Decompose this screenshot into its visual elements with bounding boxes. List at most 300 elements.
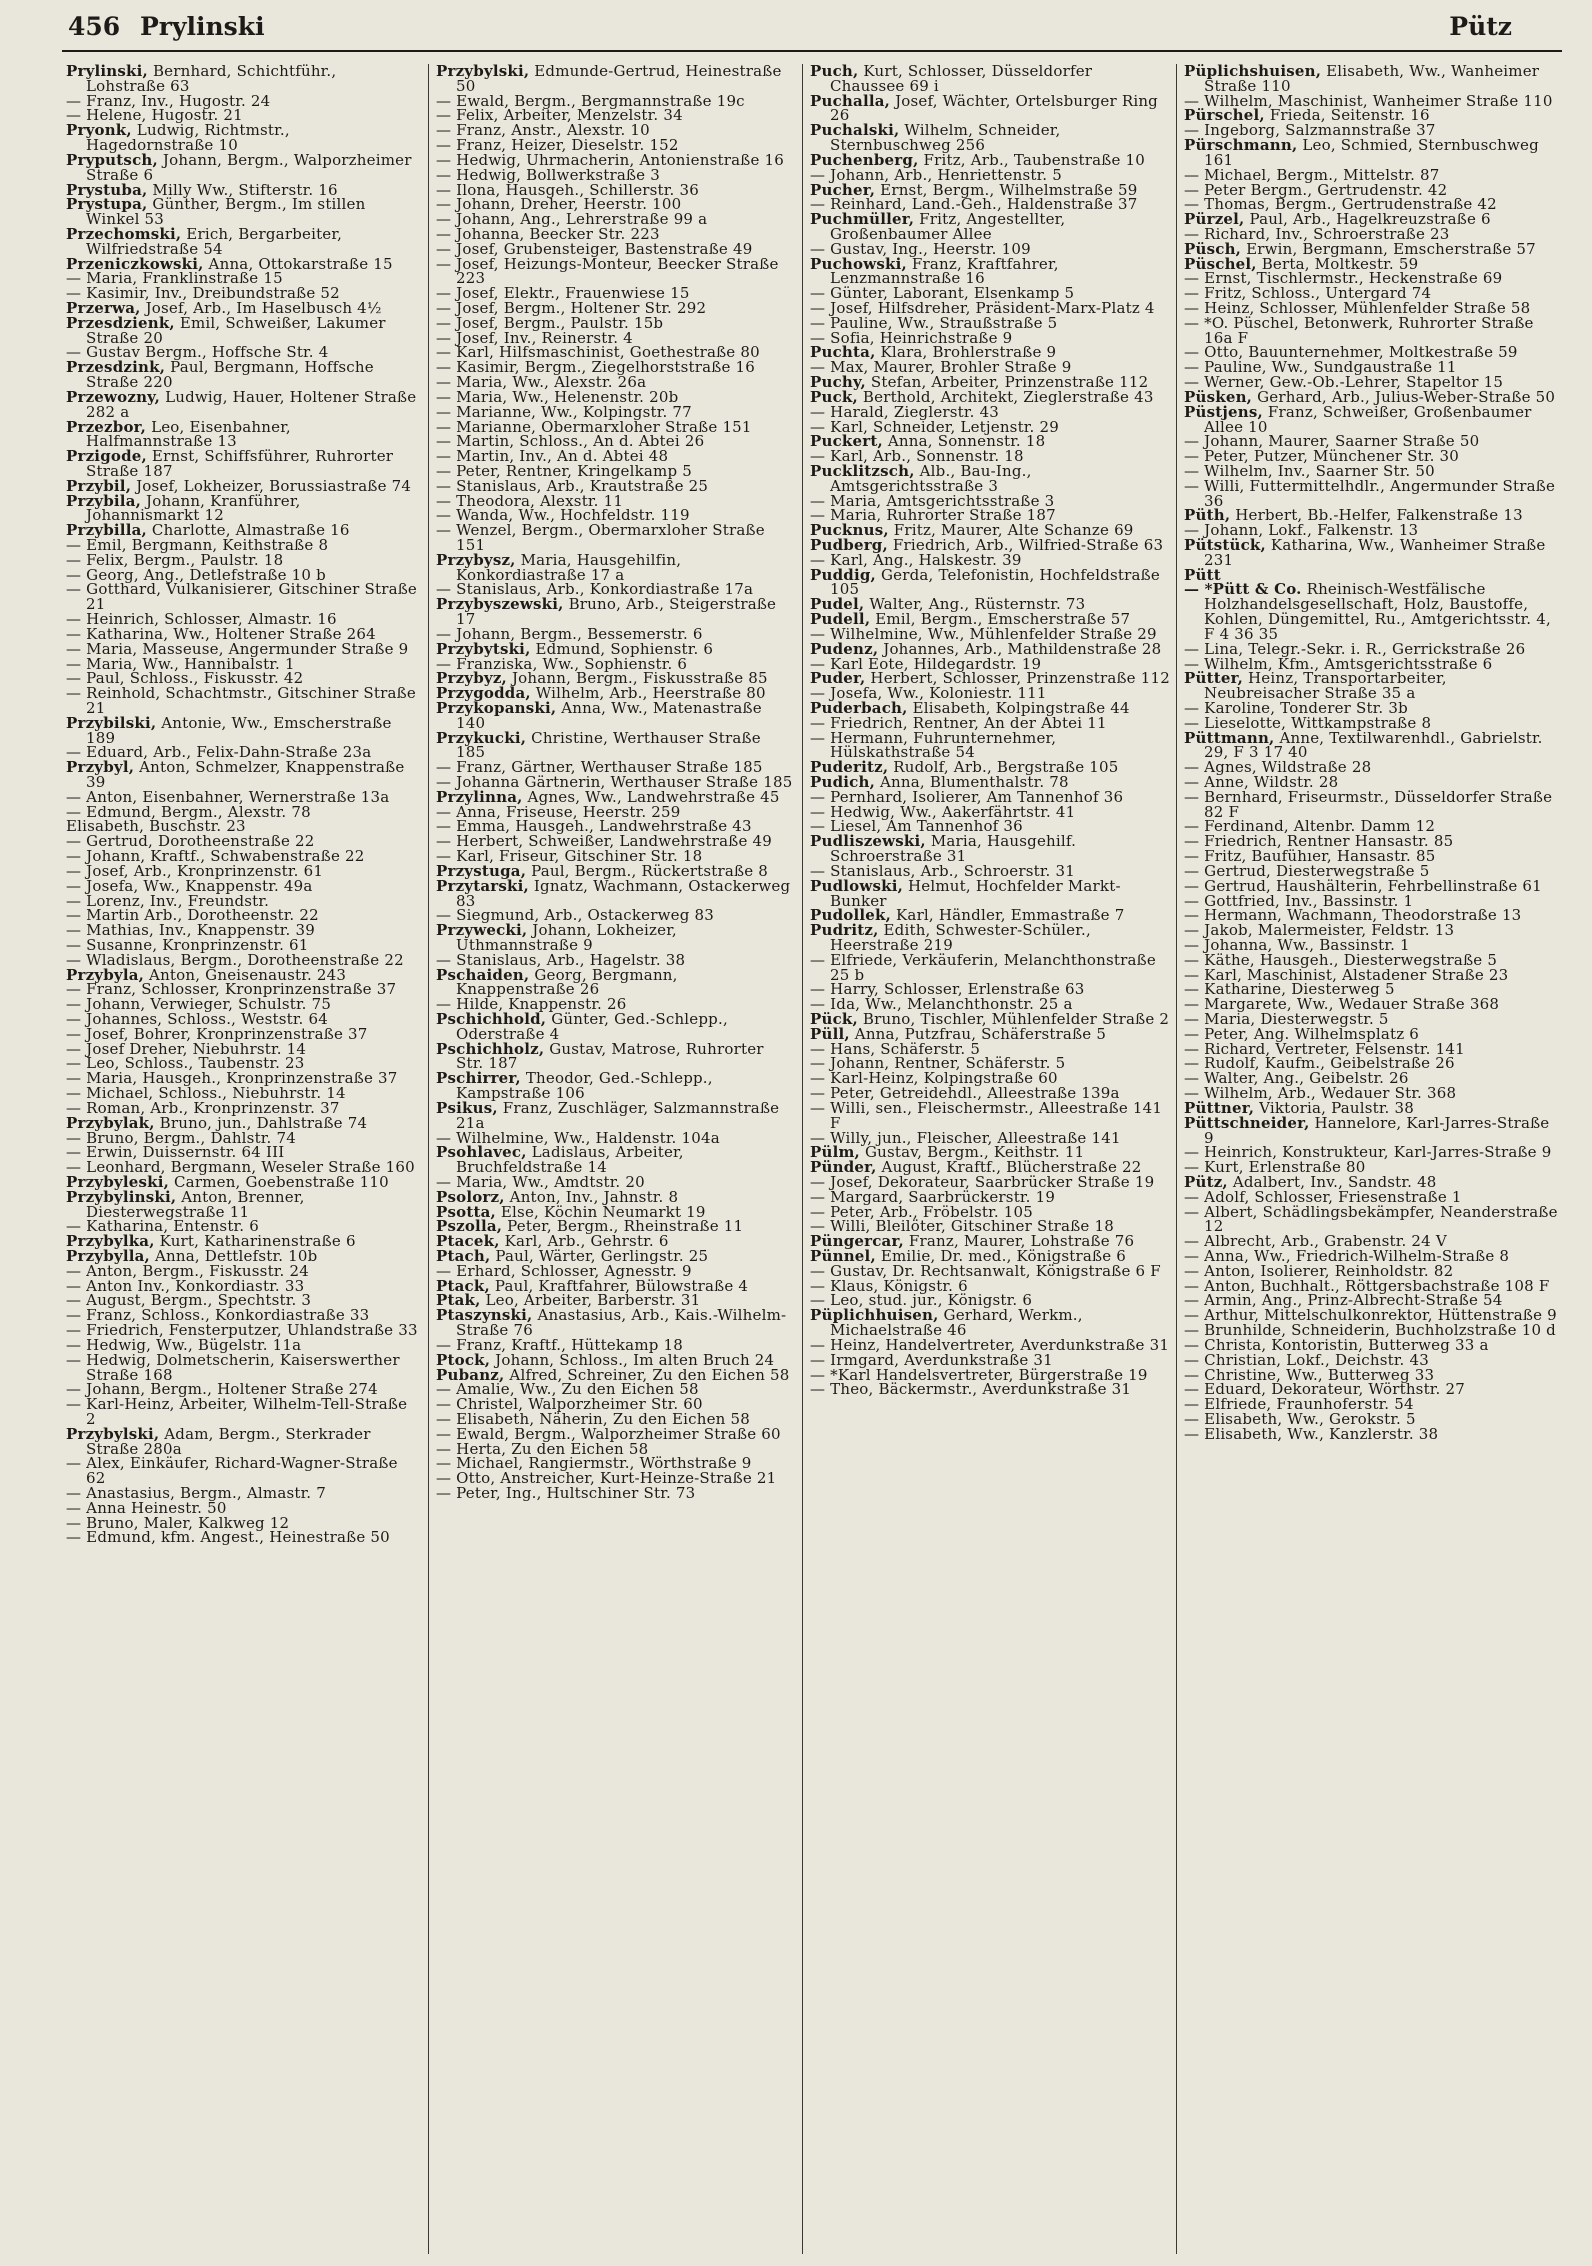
entry-surname: Przystuga,	[436, 861, 527, 880]
directory-entry	[436, 1308, 794, 1338]
entry-details: Else, Köchin Neumarkt 19	[500, 1202, 706, 1221]
directory-entry	[436, 1071, 794, 1101]
entry-details: Ignatz, Wachmann, Ostackerweg 83	[456, 876, 791, 910]
directory-entry	[810, 461, 1170, 495]
entry-details: — Willi, sen., Fleischermstr., Alleestraße 141 F	[810, 1098, 1163, 1132]
last-entry-word: Pütz	[1449, 12, 1512, 41]
entry-surname: Püttschneider,	[1184, 1113, 1310, 1132]
entry-surname: Psotta,	[436, 1202, 496, 1221]
entry-details: Maria, Hausgehilf. Schroerstraße 31	[830, 832, 1077, 866]
entry-details: — Gustav Bergm., Hoffsche Str. 4	[66, 343, 329, 362]
entry-details: Ernst, Schiffsführer, Ruhrorter Straße 187	[86, 447, 394, 480]
entry-details: — Eduard, Arb., Felix-Dahn-Straße 23a	[66, 743, 372, 762]
entry-details: — Kasimir, Inv., Dreibundstraße 52	[66, 284, 340, 303]
entry-surname: Pudliszewski,	[810, 832, 926, 851]
entry-details: Josef, Arb., Im Haselbusch 4½	[145, 299, 382, 317]
entry-details: — Heinz, Schlosser, Mühlenfelder Straße 58	[1184, 299, 1531, 317]
entry-details: — Anton Inv., Konkordiastr. 33	[66, 1276, 305, 1295]
entry-details: — Franziska, Ww., Sophienstr. 6	[436, 654, 688, 673]
entry-details: — Gotthard, Vulkanisierer, Gitschiner Straße 21	[66, 580, 418, 614]
entry-details: — Sofia, Heinrichstraße 9	[810, 328, 1013, 347]
entry-details: — Josef, Bohrer, Kronprinzenstraße 37	[66, 1024, 368, 1043]
directory-entry	[1184, 138, 1558, 168]
entry-details: — Ilona, Hausgeh., Schillerstr. 36	[436, 180, 699, 199]
entry-details: Berthold, Architekt, Zieglerstraße 43	[862, 387, 1154, 406]
entry-details: — Johann, Rentner, Schäferstr. 5	[810, 1054, 1066, 1073]
entry-surname: Püschel,	[1184, 254, 1257, 273]
entry-surname: Pütt	[1184, 565, 1221, 584]
entry-details: Stefan, Arbeiter, Prinzenstraße 112	[870, 373, 1149, 392]
entry-surname: Pryputsch,	[66, 150, 158, 169]
entry-details: Anna, Blumenthalstr. 78	[880, 773, 1069, 791]
entry-details: Wilhelm, Arb., Heerstraße 80	[535, 684, 766, 703]
entry-details: — Friedrich, Rentner Hansastr. 85	[1184, 832, 1454, 851]
entry-surname: Puckert,	[810, 432, 883, 451]
entry-details: — Johann, Dreher, Heerstr. 100	[436, 195, 682, 214]
entry-details: Rudolf, Arb., Bergstraße 105	[893, 758, 1119, 777]
entry-details: — Emma, Hausgeh., Landwehrstraße 43	[436, 817, 752, 836]
entry-surname: Przybyla,	[66, 965, 145, 984]
directory-entry	[436, 728, 794, 762]
entry-details: Helmut, Hochfelder Markt-Bunker	[830, 876, 1121, 910]
entry-details: Viktoria, Paulstr. 38	[1259, 1098, 1414, 1117]
entry-details: Kurt, Katharinenstraße 6	[159, 1232, 356, 1251]
directory-entry	[66, 713, 418, 747]
entry-details: — Ingeborg, Salzmannstraße 37	[1184, 121, 1436, 140]
entry-details: Agnes, Ww., Landwehrstraße 45	[527, 787, 780, 806]
entry-details: Christine, Werthauser Straße 185	[456, 728, 761, 762]
entry-details: Johannes, Arb., Mathildenstraße 28	[883, 639, 1162, 658]
entry-surname: Pürschel,	[1184, 106, 1265, 125]
entry-surname: Przytarski,	[436, 876, 529, 895]
directory-entry	[66, 1397, 418, 1427]
entry-details: — Fritz, Baufühıer, Hansastr. 85	[1184, 847, 1436, 866]
directory-entry	[436, 64, 794, 94]
entry-details: — Elfriede, Fraunhoferstr. 54	[1184, 1395, 1414, 1414]
directory-entry	[1184, 313, 1558, 347]
entry-details: Anna, Ww., Matenastraße 140	[456, 698, 762, 732]
entry-details: — Werner, Gew.-Ob.-Lehrer, Stapeltor 15	[1184, 373, 1504, 392]
entry-details: Adalbert, Inv., Sandstr. 48	[1232, 1172, 1437, 1191]
entry-surname: Puderitz,	[810, 758, 889, 777]
entry-details: — Lieselotte, Wittkampstraße 8	[1184, 713, 1432, 732]
entry-details: Milly Ww., Stifterstr. 16	[152, 180, 338, 199]
entry-details: — Albrecht, Arb., Grabenstr. 24 V	[1184, 1232, 1447, 1251]
entry-surname: Przewozny,	[66, 387, 161, 406]
directory-entry	[436, 876, 794, 910]
directory-entry	[1184, 728, 1558, 762]
entry-details: — Reinhard, Land.-Geh., Haldenstraße 37	[810, 195, 1138, 214]
entry-details: Edmund, Sophienstr. 6	[535, 639, 714, 658]
entry-surname: Pucklitzsch,	[810, 461, 915, 480]
entry-details: — Josef, Dekorateur, Saarbrücker Straße 19	[810, 1172, 1155, 1191]
entry-surname: Puch,	[810, 64, 859, 80]
entry-surname: Pschirrer,	[436, 1069, 521, 1088]
entry-details: Elisabeth, Ww., Wanheimer Straße 110	[1204, 64, 1540, 95]
entry-details: Karl, Händler, Emmastraße 7	[896, 906, 1125, 925]
entry-details: — Michael, Rangiermstr., Wörthstraße 9	[436, 1454, 752, 1473]
entry-details: Gustav, Matrose, Ruhrorter Str. 187	[456, 1039, 764, 1073]
entry-details: — Johanna, Beecker Str. 223	[436, 224, 660, 243]
entry-details: — Ferdinand, Altenbr. Damm 12	[1184, 817, 1436, 836]
column-divider	[802, 64, 803, 2254]
entry-surname: Pütz,	[1184, 1172, 1228, 1191]
entry-details: — Anna, Ww., Friedrich-Wilhelm-Straße 8	[1184, 1247, 1510, 1265]
entry-details: — Peter, Getreidehdl., Alleestraße 139a	[810, 1084, 1120, 1103]
entry-details: Elisabeth, Buschstr. 23	[66, 817, 246, 836]
entry-details: — Ida, Ww., Melanchthonstr. 25 a	[810, 995, 1073, 1014]
entry-details: — Susanne, Kronprinzenstr. 61	[66, 935, 309, 954]
entry-surname: Püplichshuisen,	[1184, 64, 1322, 80]
entry-details: Charlotte, Almastraße 16	[151, 521, 350, 540]
entry-details: — Maria, Amtsgerichtsstraße 3	[810, 491, 1055, 510]
entry-details: — Josef, Inv., Reinerstr. 4	[436, 328, 633, 347]
entry-details: — Josef Dreher, Niebuhrstr. 14	[66, 1039, 307, 1058]
entry-surname: Pucher,	[810, 180, 876, 199]
entry-details: — Karl, Friseur, Gitschiner Str. 18	[436, 847, 703, 866]
entry-details: — Peter, Arb., Fröbelstr. 105	[810, 1202, 1034, 1221]
entry-details: — Anton, Buchhalt., Röttgersbachstraße 108 F	[1184, 1276, 1550, 1295]
entry-details: — Günter, Laborant, Elsenkamp 5	[810, 284, 1075, 303]
entry-details: Anne, Textilwarenhdl., Gabrielstr. 29, F 3 17 40	[1204, 728, 1543, 762]
directory-entry	[66, 760, 418, 790]
entry-details: — Gertrud, Haushälterin, Fehrbellinstraße 61	[1184, 876, 1542, 895]
entry-details: — Liesel, Am Tannenhof 36	[810, 817, 1023, 836]
entry-surname: Przybyszewski,	[436, 595, 564, 614]
entry-details: — Christa, Kontoristin, Butterweg 33 a	[1184, 1335, 1489, 1354]
entry-surname: Pudberg,	[810, 536, 888, 554]
entry-details: — Hedwig, Dolmetscherin, Kaiserswerther Straße 168	[66, 1350, 400, 1384]
entry-details: — Peter, Rentner, Kringelkamp 5	[436, 461, 692, 480]
directory-entry	[66, 1187, 418, 1221]
entry-surname: Pryonk,	[66, 121, 132, 140]
entry-details: — Franz, Heizer, Dieselstr. 152	[436, 136, 679, 155]
entry-details: — Wenzel, Bergm., Obermarxloher Straße 151	[436, 521, 765, 554]
entry-details: — Otto, Anstreicher, Kurt-Heinze-Straße 21	[436, 1469, 777, 1488]
entry-details: — Edmund, Bergm., Alexstr. 78	[66, 802, 311, 821]
entry-details: — Elisabeth, Ww., Gerokstr. 5	[1184, 1409, 1416, 1428]
directory-entry	[66, 313, 418, 347]
entry-details: — Christine, Ww., Butterweg 33	[1184, 1365, 1435, 1384]
entry-surname: Przeniczkowski,	[66, 254, 204, 273]
entry-details: Gerhard, Werkm., Michaelstraße 46	[830, 1306, 1083, 1340]
entry-surname: Przybyl,	[66, 758, 135, 777]
entry-details: — Felix, Bergm., Paulstr. 18	[66, 550, 284, 569]
entry-surname: Pütstück,	[1184, 536, 1266, 554]
entry-surname: Przybilla,	[66, 521, 147, 540]
entry-details: Edmunde-Gertrud, Heinestraße 50	[456, 64, 782, 95]
entry-surname: Ptach,	[436, 1247, 491, 1265]
entry-details: — Herbert, Schweißer, Landwehrstraße 49	[436, 832, 773, 851]
entry-details: — Harald, Zieglerstr. 43	[810, 402, 1000, 421]
entry-details: — Bernhard, Friseurmstr., Düsseldorfer Straße 82 F	[1184, 787, 1553, 821]
entry-details: Maria, Hausgehilfin, Konkordiastraße 17 a	[456, 550, 682, 584]
entry-details: — Martin, Inv., An d. Abtei 48	[436, 447, 669, 466]
entry-surname: Pudenz,	[810, 639, 879, 658]
directory-entry	[810, 950, 1170, 984]
entry-details: Franz, Maurer, Lohstraße 76	[908, 1232, 1135, 1251]
directory-entry	[810, 923, 1170, 953]
entry-details: — Martin, Schloss., An d. Abtei 26	[436, 432, 705, 451]
entry-surname: Pünnel,	[810, 1247, 876, 1265]
entry-details: Anton, Inv., Jahnstr. 8	[509, 1187, 679, 1206]
entry-details: — Peter, Ing., Hultschiner Str. 73	[436, 1484, 696, 1502]
entry-details: Alfred, Schreiner, Zu den Eichen 58	[509, 1365, 790, 1384]
entry-details: Alb., Bau-Ing., Amtsgerichtsstraße 3	[830, 461, 1032, 495]
entry-details: — Hedwig, Ww., Bügelstr. 11a	[66, 1335, 302, 1354]
directory-entry	[810, 565, 1170, 599]
directory-entry	[810, 876, 1170, 910]
entry-details: — Stanislaus, Arb., Hagelstr. 38	[436, 950, 686, 969]
directory-entry	[436, 698, 794, 732]
entry-details: Ludwig, Richtmstr., Hagedornstraße 10	[86, 121, 290, 155]
entry-details: Katharina, Ww., Wanheimer Straße 231	[1204, 536, 1546, 569]
entry-details: Günter, Ged.-Schlepp., Oderstraße 4	[456, 1010, 728, 1043]
entry-details: — Maria, Ruhrorter Straße 187	[810, 506, 1056, 525]
entry-details: Wilhelm, Schneider, Sternbuschweg 256	[830, 121, 1061, 155]
entry-details: Bruno, jun., Dahlstraße 74	[159, 1113, 368, 1132]
directory-entry	[810, 64, 1170, 94]
entry-details: — Richard, Vertreter, Felsenstr. 141	[1184, 1039, 1465, 1058]
entry-details: — Pernhard, Isolierer, Am Tannenhof 36	[810, 787, 1124, 806]
entry-details: — Ernst, Tischlermstr., Heckenstraße 69	[1184, 269, 1503, 288]
entry-surname: Przybila,	[66, 491, 142, 510]
entry-details: — Mathias, Inv., Knappenstr. 39	[66, 921, 315, 940]
entry-surname: Przesdzienk,	[66, 313, 175, 332]
entry-details: — Karl, Maschinist, Alstadener Straße 23	[1184, 965, 1509, 984]
entry-surname: Przybyleski,	[66, 1172, 170, 1191]
entry-surname: Puchenberg,	[810, 150, 919, 169]
directory-entry	[436, 1012, 794, 1042]
entry-surname: Pürschmann,	[1184, 136, 1298, 155]
entry-details: — Johann, Bergm., Holtener Straße 274	[66, 1380, 378, 1399]
directory-entry	[436, 1098, 794, 1132]
entry-details: Paul, Bergm., Rückertstraße 8	[531, 861, 769, 880]
directory-entry	[810, 91, 1170, 125]
entry-surname: Pudel,	[810, 595, 865, 614]
entry-details: Anna, Dettlefstr. 10b	[154, 1247, 318, 1265]
directory-entry	[436, 550, 794, 584]
entry-details: — Bruno, Bergm., Dahlstr. 74	[66, 1128, 296, 1147]
entry-details: — Maria, Ww., Amdtstr. 20	[436, 1172, 645, 1191]
entry-details: Anna, Sonnenstr. 18	[887, 432, 1046, 451]
entry-details: — Katharina, Entenstr. 6	[66, 1217, 259, 1236]
entry-details: Friedrich, Arb., Wilfried-Straße 63	[892, 536, 1164, 554]
entry-details: — Otto, Bauunternehmer, Moltkestraße 59	[1184, 343, 1518, 362]
entry-details: Adam, Bergm., Sterkrader Straße 280a	[86, 1424, 371, 1458]
entry-details: — Peter, Ang. Wilhelmsplatz 6	[1184, 1024, 1420, 1043]
entry-surname: Püttner,	[1184, 1098, 1255, 1117]
entry-surname: Przybylak,	[66, 1113, 155, 1132]
entry-details: — Christian, Lokf., Deichstr. 43	[1184, 1350, 1429, 1369]
entry-details: Anton, Brenner, Diesterwegstraße 11	[86, 1187, 305, 1221]
entry-details: — Peter, Putzer, Münchener Str. 30	[1184, 447, 1459, 466]
entry-details: — Karl, Arb., Sonnenstr. 18	[810, 447, 1024, 466]
entry-surname: Przybilski,	[66, 713, 157, 732]
entry-details: — Irmgard, Averdunkstraße 31	[810, 1350, 1053, 1369]
entry-details: Paul, Wärter, Gerlingstr. 25	[495, 1247, 709, 1265]
entry-details: Berta, Moltkestr. 59	[1261, 254, 1419, 273]
directory-entry	[810, 1308, 1170, 1338]
entry-details: Bruno, Tischler, Mühlenfelder Straße 2	[862, 1010, 1170, 1028]
entry-details: Heinz, Transportarbeiter, Neubreisacher Straße 35 a	[1204, 669, 1447, 703]
entry-details: — Heinrich, Konstrukteur, Karl-Jarres-Straße 9	[1184, 1143, 1552, 1162]
entry-details: — Kurt, Erlenstraße 80	[1184, 1158, 1366, 1177]
entry-details: Leo, Schmied, Sternbuschweg 161	[1204, 136, 1539, 169]
entry-details: — Maria, Diesterwegstr. 5	[1184, 1010, 1389, 1028]
entry-details: — Josefa, Ww., Koloniestr. 111	[810, 684, 1047, 703]
entry-details: — Wilhelmine, Ww., Mühlenfelder Straße 29	[810, 624, 1157, 643]
entry-details: — Michael, Schloss., Niebuhrstr. 14	[66, 1084, 346, 1103]
entry-surname: Pschaiden,	[436, 965, 530, 984]
entry-surname: Pucknus,	[810, 521, 889, 540]
entry-details: — Martin Arb., Dorotheenstr. 22	[66, 906, 319, 925]
entry-surname: Pudell,	[810, 610, 871, 629]
entry-details: — Georg, Ang., Detlefstraße 10 b	[66, 565, 326, 584]
entry-details: — Katharine, Diesterweg 5	[1184, 980, 1395, 999]
entry-details: — Josef, Elektr., Frauenwiese 15	[436, 284, 690, 303]
entry-details: — Marianne, Ww., Kolpingstr. 77	[436, 402, 692, 421]
entry-details: — Johann, Arb., Henriettenstr. 5	[810, 165, 1062, 184]
entry-details: Paul, Bergmann, Hoffsche Straße 220	[86, 358, 374, 392]
directory-entry	[436, 1486, 794, 1501]
entry-details: — Brunhilde, Schneiderin, Buchholzstraße 10 d	[1184, 1321, 1556, 1340]
directory-entry	[66, 123, 418, 153]
entry-surname: Psohlavec,	[436, 1143, 527, 1162]
entry-details: — Fritz, Schloss., Untergard 74	[1184, 284, 1432, 303]
entry-surname: Pudich,	[810, 773, 876, 791]
entry-details: — Ewald, Bergm., Bergmannstraße 19c	[436, 91, 745, 110]
column-1	[66, 64, 418, 2254]
entry-surname: Pütter,	[1184, 669, 1244, 688]
entry-details: — Johann, Kraftf., Schwabenstraße 22	[66, 847, 365, 866]
entry-details: Walter, Ang., Rüsternstr. 73	[869, 595, 1086, 614]
entry-surname: Pudlowski,	[810, 876, 904, 895]
entry-details: — Johann, Bergm., Bessemerstr. 6	[436, 624, 703, 643]
entry-details: — Willi, Futtermittelhdlr., Angermunder Straße 36	[1184, 476, 1556, 510]
entry-details: Johann, Schloss., Im alten Bruch 24	[495, 1350, 775, 1369]
entry-details: — Katharina, Ww., Holtener Straße 264	[66, 624, 376, 643]
entry-details: — Anna, Friseuse, Heerstr. 259	[436, 802, 681, 821]
directory-entry	[66, 449, 418, 479]
entry-details: — Franz, Anstr., Alexstr. 10	[436, 121, 650, 140]
entry-details: — Leo, Schloss., Taubenstr. 23	[66, 1054, 305, 1073]
directory-entry	[66, 1424, 418, 1458]
entry-details: Anna, Putzfrau, Schäferstraße 5	[854, 1024, 1107, 1043]
entry-surname: Pschichholz,	[436, 1039, 545, 1058]
entry-surname: Püsch,	[1184, 239, 1242, 258]
entry-details: Emil, Bergm., Emscherstraße 57	[875, 610, 1131, 629]
entry-details: — Amalie, Ww., Zu den Eichen 58	[436, 1380, 699, 1399]
entry-details: — Franz, Gärtner, Werthauser Straße 185	[436, 758, 763, 777]
entry-details: Johann, Lokheizer, Uthmannstraße 9	[456, 921, 677, 954]
directory-entry	[1184, 582, 1558, 641]
directory-entry	[1184, 1424, 1558, 1443]
column-divider	[1176, 64, 1177, 2254]
entry-details: — Jakob, Malermeister, Feldstr. 13	[1184, 921, 1455, 940]
entry-details: — Albert, Schädlingsbekämpfer, Neanderstraße 12	[1184, 1202, 1558, 1236]
entry-details: — Johannes, Schloss., Weststr. 64	[66, 1010, 328, 1028]
entry-details: — Peter Bergm., Gertrudenstr. 42	[1184, 180, 1448, 199]
entry-details: — Margard, Saarbrückerstr. 19	[810, 1187, 1056, 1206]
entry-details: Elisabeth, Kolpingstraße 44	[912, 698, 1130, 717]
entry-details: Theodor, Ged.-Schlepp., Kampstraße 106	[456, 1069, 713, 1103]
entry-details: Anton, Gneisenaustr. 243	[149, 965, 347, 984]
entry-details: — Wilhelm, Kfm., Amtsgerichtsstraße 6	[1184, 654, 1493, 673]
directory-entry	[436, 923, 794, 953]
entry-surname: Puchalla,	[810, 91, 891, 110]
entry-details: Frieda, Seitenstr. 16	[1269, 106, 1430, 125]
entry-details: — Leonhard, Bergmann, Weseler Straße 160	[66, 1158, 415, 1177]
entry-surname: Ptock,	[436, 1350, 491, 1369]
entry-surname: Przykucki,	[436, 728, 527, 747]
entry-surname: Przybyz,	[436, 669, 507, 688]
entry-surname: Przybylla,	[66, 1247, 150, 1265]
entry-details: — Hermann, Fuhrunternehmer, Hülskathstraße 54	[810, 728, 1057, 762]
entry-details: Ladislaus, Arbeiter, Bruchfeldstraße 14	[456, 1143, 684, 1177]
entry-surname: Püstjens,	[1184, 402, 1263, 421]
directory-entry	[1184, 787, 1558, 821]
entry-details: — Walter, Ang., Geibelstr. 26	[1184, 1069, 1409, 1088]
entry-details: — Rudolf, Kaufm., Geibelstraße 26	[1184, 1054, 1455, 1073]
entry-details: Hannelore, Karl-Jarres-Straße 9	[1204, 1113, 1550, 1147]
entry-details: — Pauline, Ww., Straußstraße 5	[810, 313, 1058, 332]
entry-details: — Erwin, Duissernstr. 64 III	[66, 1143, 285, 1162]
entry-details: — Gustav, Dr. Rechtsanwalt, Königstraße 6 F	[810, 1261, 1161, 1280]
entry-surname: Przybylinski,	[66, 1187, 177, 1206]
entry-surname: Puddig,	[810, 565, 876, 584]
entry-details: — Arthur, Mittelschulkonrektor, Hüttenstraße 9	[1184, 1306, 1557, 1325]
entry-details: Peter, Bergm., Rheinstraße 11	[507, 1217, 744, 1236]
entry-details: — Johann, Verwieger, Schulstr. 75	[66, 995, 332, 1014]
entry-details: — Franz, Inv., Hugostr. 24	[66, 91, 271, 110]
entry-surname: Prystuba,	[66, 180, 148, 199]
directory-entry	[810, 1382, 1170, 1397]
entry-surname: Przygodda,	[436, 684, 531, 703]
entry-details: August, Kraftf., Blücherstraße 22	[881, 1158, 1142, 1177]
entry-details: Emil, Schweißer, Lakumer Straße 20	[86, 313, 386, 347]
column-divider	[428, 64, 429, 2254]
entry-surname: Przechomski,	[66, 224, 182, 243]
entry-details: — Stanislaus, Arb., Konkordiastraße 17a	[436, 580, 754, 599]
entry-surname: Pudollek,	[810, 906, 892, 925]
directory-entry	[66, 417, 418, 451]
entry-surname: Ptaszynski,	[436, 1306, 533, 1325]
entry-details: — Franz, Kraftf., Hüttekamp 18	[436, 1335, 683, 1354]
entry-surname: Puderbach,	[810, 698, 908, 717]
entry-details: Johann, Bergm., Fiskusstraße 85	[511, 669, 768, 688]
entry-surname: Pürzel,	[1184, 210, 1245, 229]
entry-details: Gerhard, Arb., Julius-Weber-Straße 50	[1257, 387, 1556, 406]
directory-entry	[66, 360, 418, 390]
entry-details: — Theodora, Alexstr. 11	[436, 491, 624, 510]
entry-details: Anastasius, Arb., Kais.-Wilhelm-Straße 76	[456, 1306, 787, 1340]
entry-surname: Przybylski,	[66, 1424, 160, 1443]
directory-entry	[1184, 538, 1558, 568]
entry-details: Leo, Arbeiter, Barberstr. 31	[485, 1291, 701, 1310]
directory-entry	[66, 582, 418, 612]
entry-details: Bruno, Arb., Steigerstraße 17	[456, 595, 777, 629]
entry-details: — Theo, Bäckermstr., Averdunkstraße 31	[810, 1380, 1132, 1399]
entry-details: — Maria, Hausgeh., Kronprinzenstraße 37	[66, 1069, 398, 1088]
entry-details: — Gertrud, Dorotheenstraße 22	[66, 832, 315, 851]
entry-details: — Karl-Heinz, Kolpingstraße 60	[810, 1069, 1058, 1088]
entry-details: — Hedwig, Ww., Aakerfährtstr. 41	[810, 802, 1076, 821]
entry-surname: Przybysz,	[436, 550, 516, 569]
entry-details: Anton, Schmelzer, Knappenstraße 39	[86, 758, 405, 791]
entry-surname: Püth,	[1184, 506, 1231, 525]
entry-details: — Willi, Bleilöter, Gitschiner Straße 18	[810, 1217, 1114, 1236]
